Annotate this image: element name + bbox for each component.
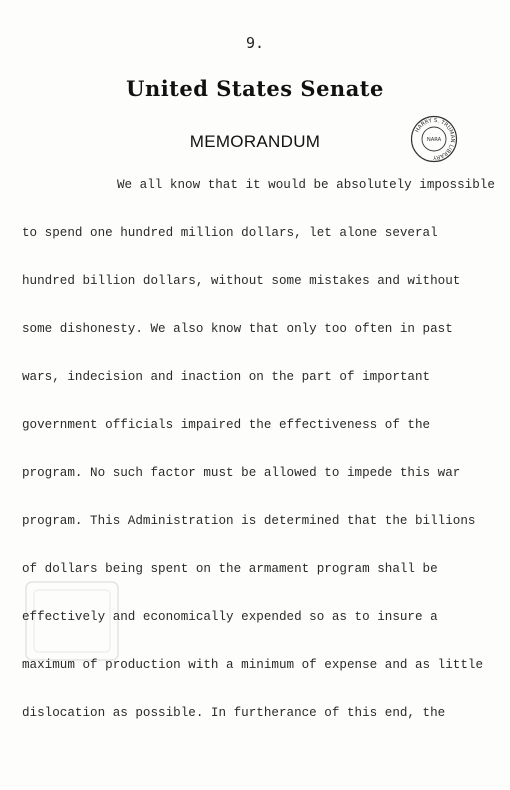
- body-line: maximum of production with a minimum of expense and as little: [22, 658, 484, 672]
- body-line: hundred billion dollars, without some mistakes and without: [22, 274, 461, 288]
- library-stamp-icon: [410, 115, 458, 163]
- page-number: 9.: [245, 34, 265, 52]
- body-line: of dollars being spent on the armament program shall be: [22, 562, 438, 576]
- body-line: some dishonesty. We also know that only too often in past: [22, 322, 453, 336]
- memo-title: MEMORANDUM: [189, 132, 321, 151]
- body-line: effectively and economically expended so as to insure a: [22, 610, 438, 624]
- body-line: to spend one hundred million dollars, let alone several: [22, 226, 438, 240]
- body-line: program. This Administration is determined that the billions: [22, 514, 476, 528]
- letterhead-title: United States Senate: [126, 76, 384, 101]
- body-line: government officials impaired the effectiveness of the: [22, 418, 431, 432]
- stamp-ring-text: HARRY S. TRUMAN LIBRARY: [414, 117, 456, 161]
- body-line: We all know that it would be absolutely impossible: [117, 178, 495, 192]
- body-line: dislocation as possible. In furtherance of this end, the: [22, 706, 446, 720]
- body-line: wars, indecision and inaction on the part of important: [22, 370, 431, 384]
- body-line: program. No such factor must be allowed to impede this war: [22, 466, 461, 480]
- stamp-center-text: NARA: [426, 137, 442, 143]
